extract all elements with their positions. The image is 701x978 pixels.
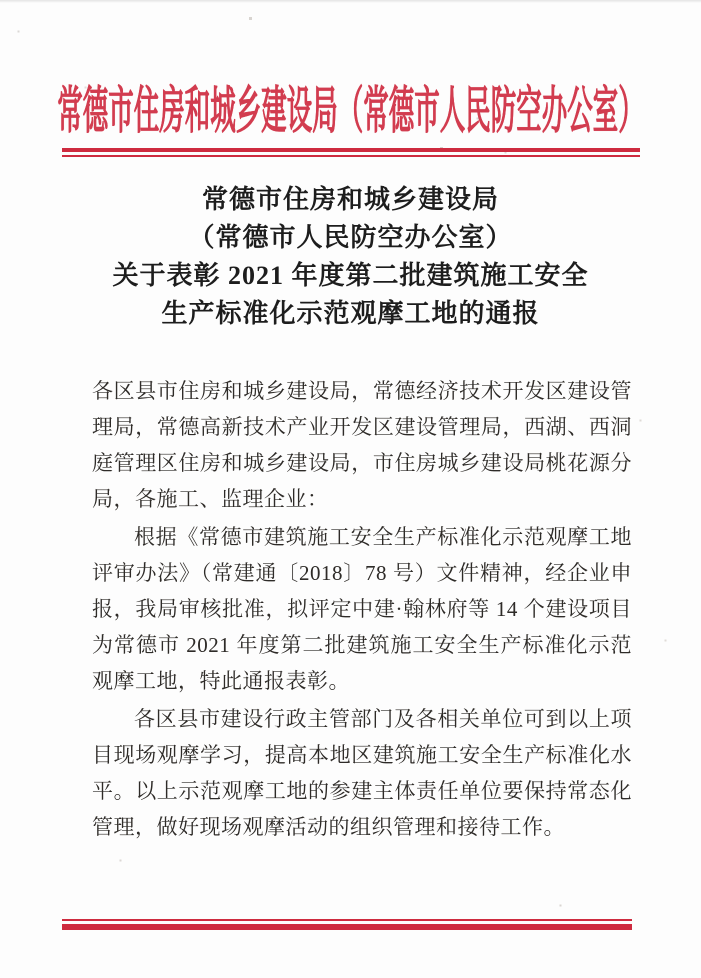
document-title: [0, 181, 701, 333]
letterhead-banner: [0, 76, 701, 140]
letterhead-rule-thin: [62, 155, 640, 157]
letterhead-banner-text: 常德市住房和城乡建设局（常德市人民防空办公室）: [57, 84, 644, 140]
body-paragraph-1: 根据《常德市建筑施工安全生产标准化示范观摩工地评审办法》（常建通〔2018〕78 号）文件精神，经企业申报，我局审核批准，拟评定中建·翰林府等 14 个建设项目为常德市 2021 年度第二批建筑施工安全生产标准化示范观摩工地，特此通报表彰。: [92, 525, 632, 693]
document-body: [92, 373, 632, 845]
salutation-paragraph: 各区县市住房和城乡建设局，常德经济技术开发区建设管理局，常德高新技术产业开发区建设管理局，西湖、西洞庭管理区住房和城乡建设局，市住房城乡建设局桃花源分局，各施工、监理企业：: [92, 379, 632, 511]
title-line-1: 常德市住房和城乡建设局: [201, 185, 499, 214]
title-line-4: 生产标准化示范观摩工地的通报: [161, 299, 540, 328]
scan-noise-speckles: [0, 0, 1, 1]
footer-rule-thick: [62, 924, 632, 930]
title-line-3: 关于表彰 2021 年度第二批建筑施工安全: [112, 261, 589, 290]
scan-edge-artifact: [0, 0, 701, 3]
footer-rule-thin: [62, 919, 632, 921]
body-paragraph-2: 各区县市建设行政主管部门及各相关单位可到以上项目现场观摩学习，提高本地区建筑施工安全生产标准化水平。以上示范观摩工地的参建主体责任单位要保持常态化管理，做好现场观摩活动的组织管理和接待工作。: [92, 707, 632, 839]
letterhead-rule-thick: [62, 148, 640, 152]
title-line-2: （常德市人民防空办公室）: [188, 223, 513, 252]
